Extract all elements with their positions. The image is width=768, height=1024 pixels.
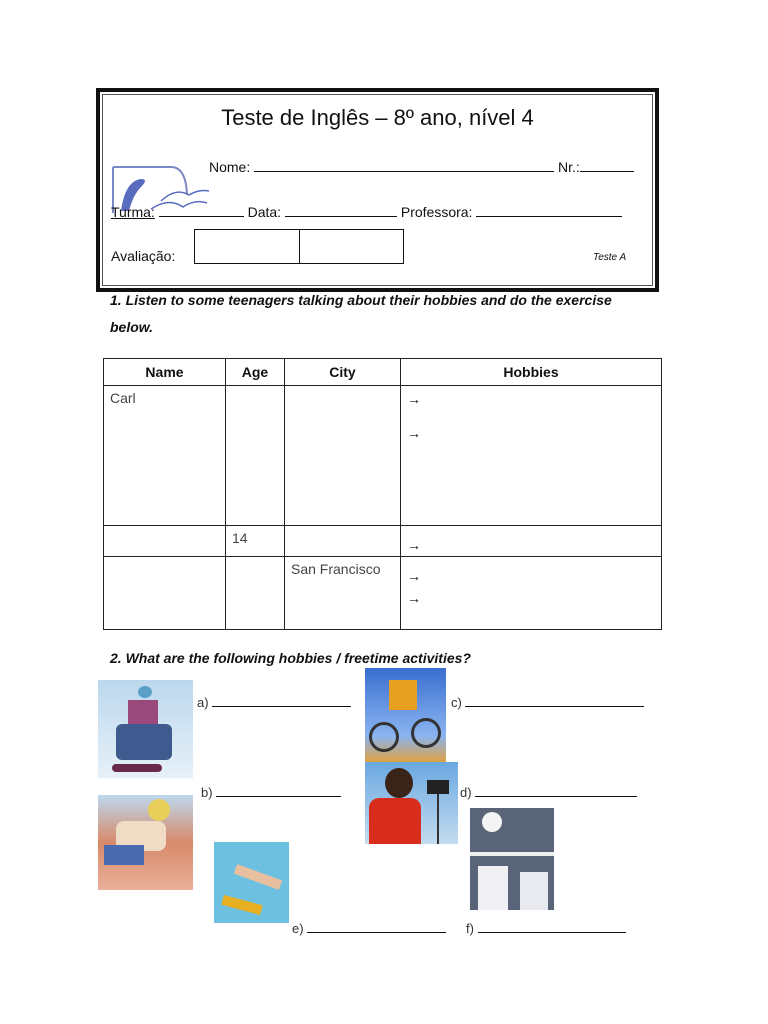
cell-name[interactable] — [104, 526, 226, 557]
exercise1-instruction: 1. Listen to some teenagers talking about their hobbies and do the exercise — [110, 292, 612, 308]
cell-city[interactable] — [285, 386, 401, 526]
col-hobbies: Hobbies — [401, 359, 662, 386]
label-b: b) — [201, 785, 213, 800]
professora-label: Professora: — [400, 204, 473, 220]
table-row — [104, 557, 662, 630]
nome-field[interactable] — [209, 159, 634, 175]
table-row — [104, 386, 662, 526]
test-title: Teste de Inglês – 8º ano, nível 4 — [221, 105, 534, 130]
answer-d[interactable] — [460, 785, 637, 800]
cell-city[interactable]: San Francisco — [285, 557, 401, 630]
answer-a[interactable] — [197, 695, 351, 710]
avaliacao-label: Avaliação: — [111, 248, 176, 264]
cell-age[interactable] — [226, 386, 285, 526]
col-city: City — [285, 359, 401, 386]
cell-city[interactable] — [285, 526, 401, 557]
turma-label: Turma: — [111, 204, 155, 220]
avaliacao-box[interactable] — [194, 229, 404, 264]
answer-c[interactable] — [451, 695, 644, 710]
nome-label: Nome: — [209, 159, 251, 175]
running-image — [98, 795, 193, 890]
cell-hobbies[interactable] — [401, 526, 662, 557]
swimming-image — [214, 842, 289, 923]
label-f: f) — [466, 921, 474, 936]
cell-hobbies[interactable] — [401, 386, 662, 526]
answer-f[interactable] — [466, 921, 626, 936]
rollerblading-image — [98, 680, 193, 778]
col-age: Age — [226, 359, 285, 386]
hobbies-table — [103, 358, 662, 630]
arrow-icon: → — [407, 537, 421, 553]
arrow-icon: → — [407, 568, 421, 584]
volleyball-image — [470, 808, 554, 910]
test-header-box — [96, 88, 659, 292]
cell-name[interactable] — [104, 557, 226, 630]
answer-b[interactable] — [201, 785, 341, 800]
cell-name[interactable]: Carl — [104, 386, 226, 526]
table-row — [104, 526, 662, 557]
label-d: d) — [460, 785, 472, 800]
arrow-icon: → — [407, 425, 421, 441]
answer-e[interactable] — [292, 921, 446, 936]
arrow-icon: → — [407, 391, 421, 407]
exercise2-instruction: 2. What are the following hobbies / freetime activities? — [110, 650, 471, 666]
photography-image — [365, 762, 458, 844]
nr-label: Nr.: — [558, 159, 580, 175]
test-version: Teste A — [593, 252, 627, 263]
arrow-icon: → — [407, 590, 421, 606]
cycling-image — [365, 668, 446, 765]
label-e: e) — [292, 921, 304, 936]
exercise1-instruction-cont: below. — [110, 319, 154, 335]
turma-data-prof-fields[interactable] — [111, 204, 622, 220]
data-label: Data: — [247, 204, 282, 220]
col-name: Name — [104, 359, 226, 386]
label-c: c) — [451, 695, 462, 710]
cell-hobbies[interactable] — [401, 557, 662, 630]
label-a: a) — [197, 695, 209, 710]
cell-age[interactable]: 14 — [226, 526, 285, 557]
cell-age[interactable] — [226, 557, 285, 630]
